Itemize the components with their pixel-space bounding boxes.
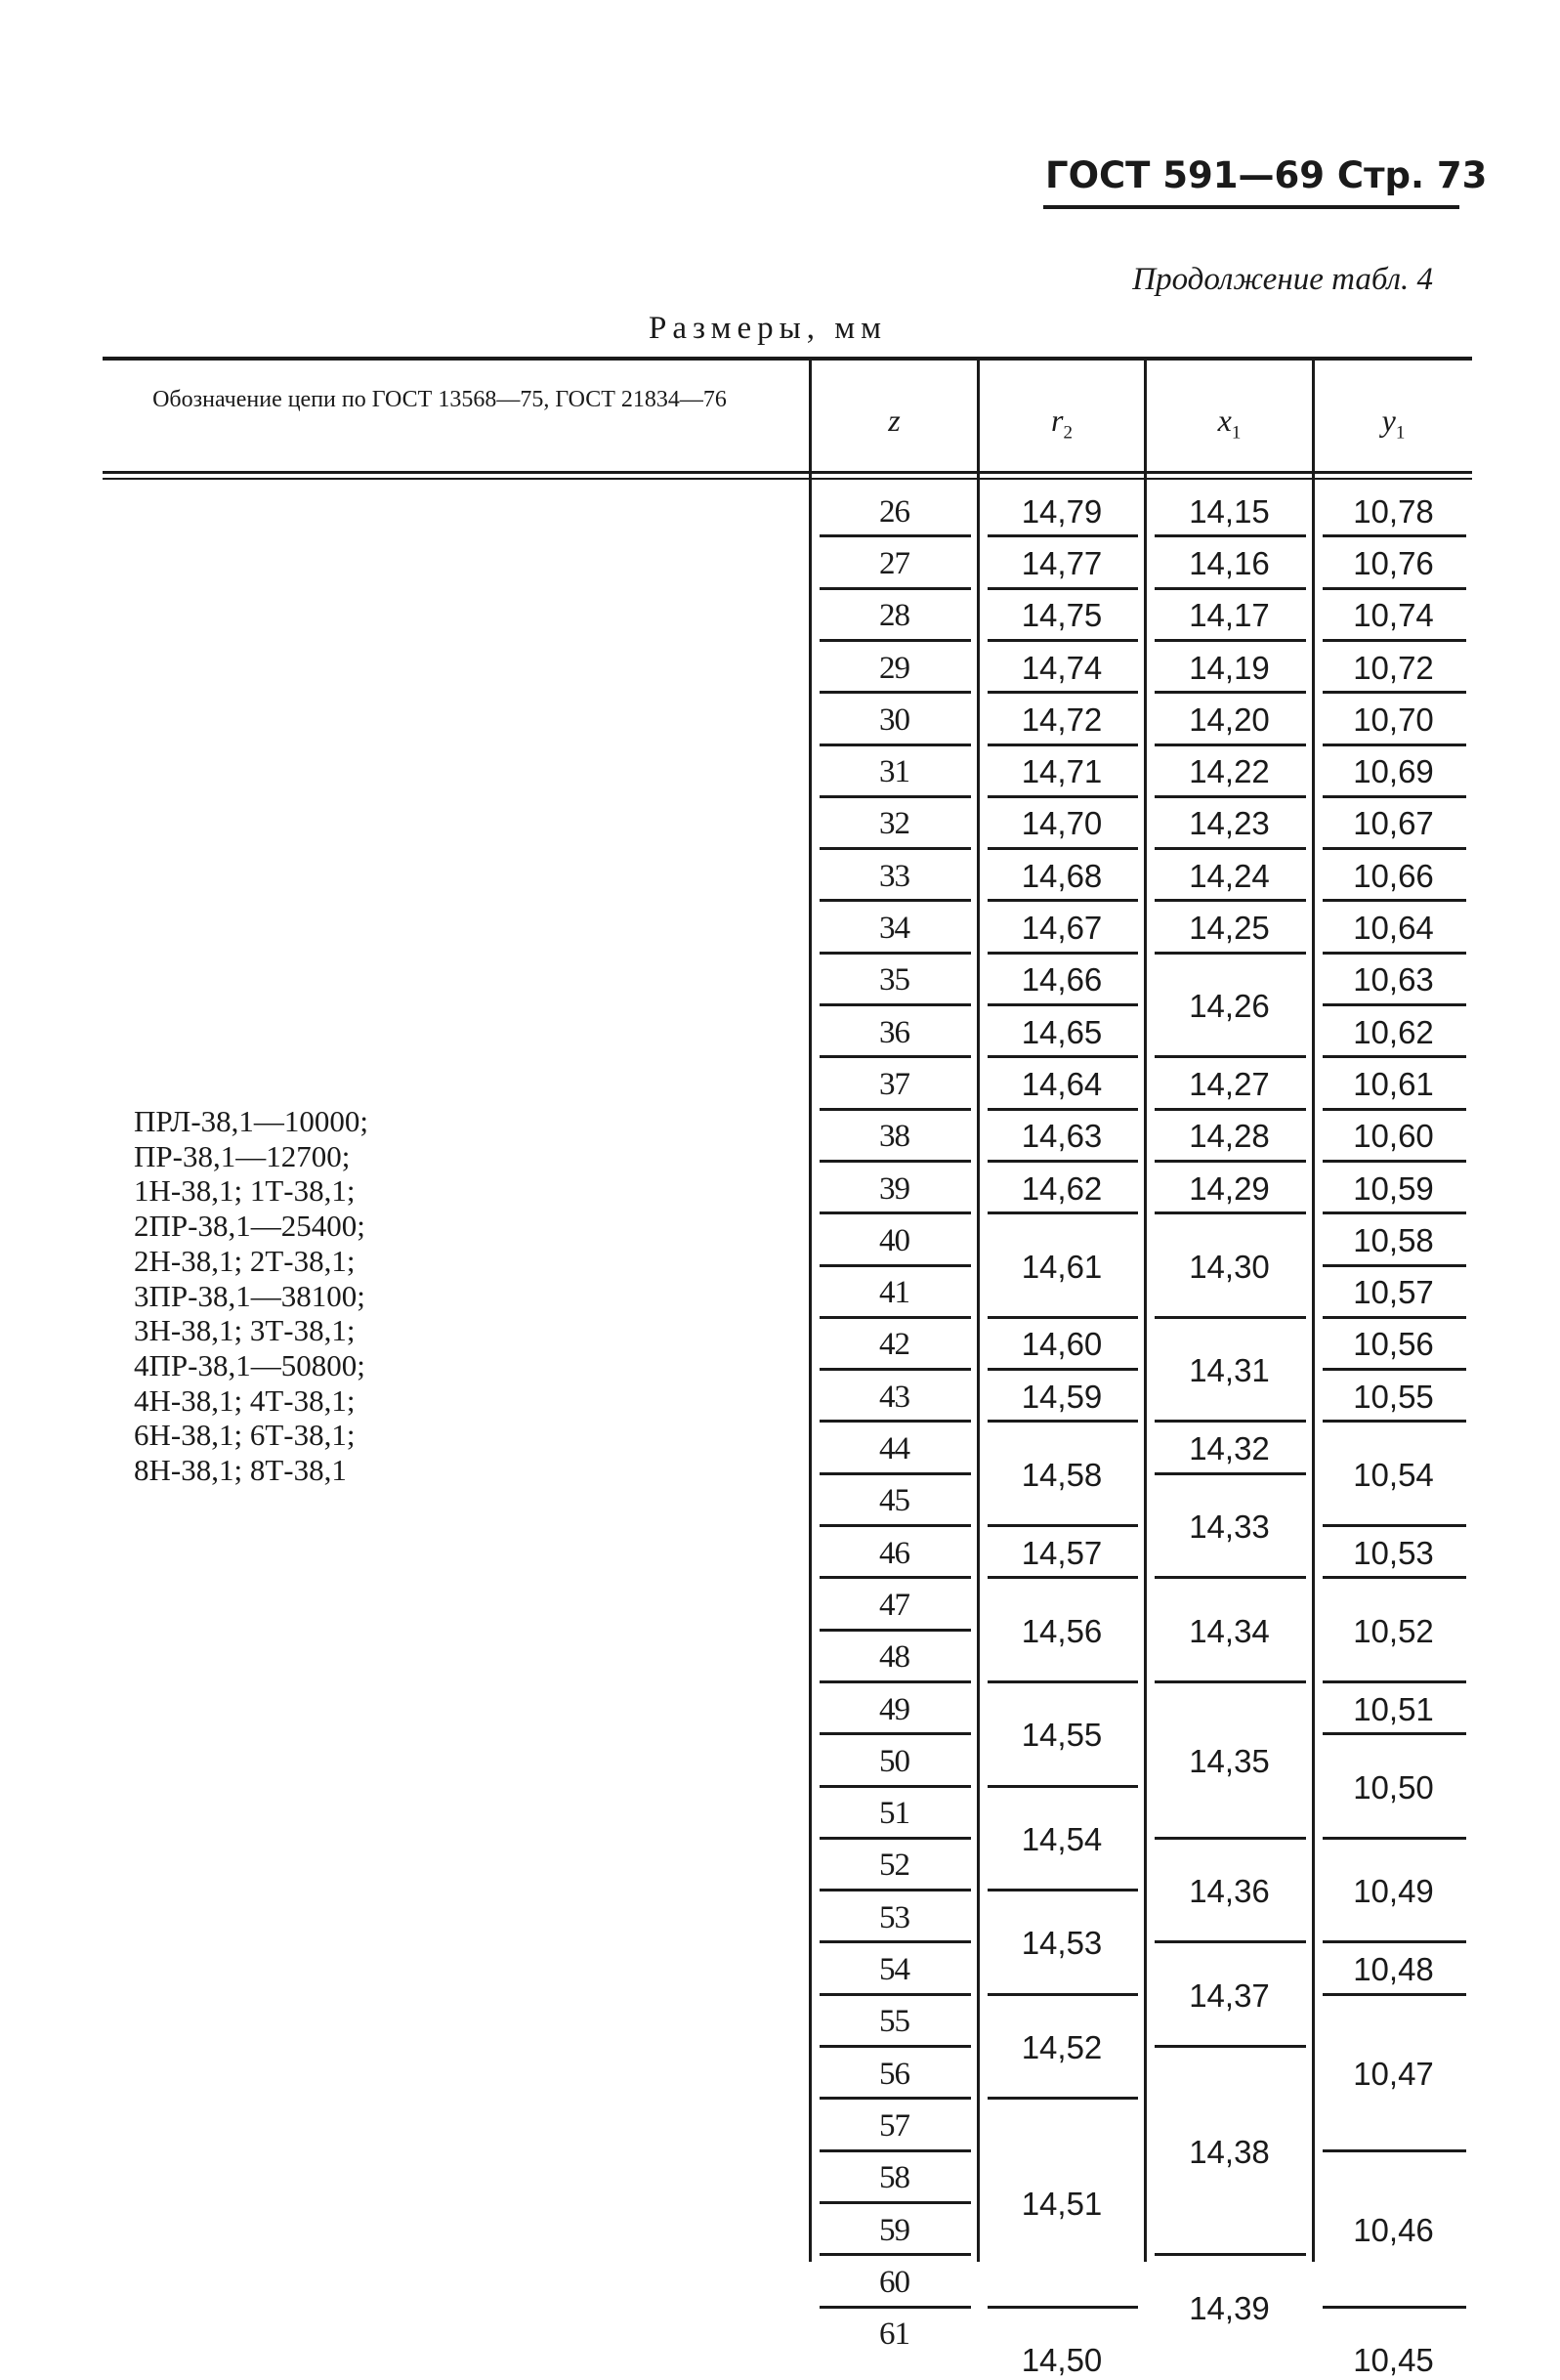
r2-cell: 14,66 <box>1021 961 1103 999</box>
z-cell: 55 <box>879 2004 909 2040</box>
r2-row-rule <box>988 534 1138 537</box>
z-row-rule <box>820 795 971 798</box>
y1-cell: 10,60 <box>1353 1118 1434 1155</box>
y1-row-rule <box>1323 1055 1466 1058</box>
y1-row-rule <box>1323 1837 1466 1840</box>
z-cell: 43 <box>879 1379 909 1415</box>
r2-cell: 14,71 <box>1021 753 1103 790</box>
r2-cell: 14,51 <box>1021 2185 1103 2222</box>
y1-cell: 10,70 <box>1353 701 1434 738</box>
chain-designation: 3ПР-38,1—38100; <box>134 1278 365 1313</box>
x1-row-rule <box>1155 899 1306 902</box>
z-row-rule <box>820 744 971 746</box>
header-r2-subscript: 2 <box>1063 422 1073 444</box>
x1-cell: 14,29 <box>1189 1169 1270 1207</box>
y1-row-rule <box>1323 1420 1466 1423</box>
x1-row-rule <box>1155 1055 1306 1058</box>
chain-designation: 4Н-38,1; 4Т-38,1; <box>134 1382 356 1418</box>
z-row-rule <box>820 1524 971 1527</box>
z-row-rule <box>820 534 971 537</box>
y1-row-rule <box>1323 1316 1466 1319</box>
y1-cell: 10,58 <box>1353 1221 1434 1258</box>
r2-row-rule <box>988 2306 1138 2309</box>
z-row-rule <box>820 1160 971 1163</box>
r2-row-rule <box>988 691 1138 694</box>
x1-cell: 14,23 <box>1189 805 1270 842</box>
x1-cell: 14,25 <box>1189 910 1270 947</box>
y1-row-rule <box>1323 1732 1466 1735</box>
z-row-rule <box>820 1264 971 1267</box>
r2-cell: 14,56 <box>1021 1612 1103 1649</box>
z-row-rule <box>820 1108 971 1111</box>
r2-cell: 14,55 <box>1021 1717 1103 1754</box>
z-cell: 58 <box>879 2160 909 2196</box>
y1-cell: 10,55 <box>1353 1378 1434 1415</box>
r2-cell: 14,63 <box>1021 1118 1103 1155</box>
x1-row-rule <box>1155 1472 1306 1475</box>
y1-cell: 10,57 <box>1353 1274 1434 1311</box>
header-r2-label: r <box>1051 403 1064 438</box>
x1-cell: 14,22 <box>1189 753 1270 790</box>
y1-row-rule <box>1323 639 1466 642</box>
x1-row-rule <box>1155 952 1306 955</box>
z-row-rule <box>820 899 971 902</box>
y1-cell: 10,62 <box>1353 1013 1434 1050</box>
z-cell: 30 <box>879 701 909 738</box>
x1-row-rule <box>1155 1680 1306 1683</box>
z-cell: 35 <box>879 962 909 999</box>
y1-cell: 10,47 <box>1353 2055 1434 2092</box>
z-row-rule <box>820 1993 971 1996</box>
z-row-rule <box>820 587 971 590</box>
y1-cell: 10,46 <box>1353 2211 1434 2248</box>
r2-row-rule <box>988 1160 1138 1163</box>
x1-row-rule <box>1155 639 1306 642</box>
z-row-rule <box>820 2201 971 2204</box>
y1-row-rule <box>1323 847 1466 850</box>
dimensions-caption: Размеры, мм <box>649 311 888 346</box>
z-cell: 56 <box>879 2056 909 2092</box>
r2-cell: 14,54 <box>1021 1820 1103 1857</box>
z-row-rule <box>820 1889 971 1891</box>
z-cell: 33 <box>879 858 909 894</box>
y1-cell: 10,76 <box>1353 544 1434 581</box>
r2-row-rule <box>988 1993 1138 1996</box>
x1-row-rule <box>1155 1940 1306 1943</box>
z-cell: 46 <box>879 1535 909 1571</box>
z-cell: 51 <box>879 1796 909 1832</box>
r2-cell: 14,74 <box>1021 649 1103 686</box>
chain-designation: 2Н-38,1; 2Т-38,1; <box>134 1243 356 1278</box>
y1-row-rule <box>1323 587 1466 590</box>
r2-cell: 14,50 <box>1021 2341 1103 2378</box>
r2-cell: 14,67 <box>1021 910 1103 947</box>
y1-cell: 10,69 <box>1353 753 1434 790</box>
z-cell: 47 <box>879 1587 909 1623</box>
r2-cell: 14,59 <box>1021 1378 1103 1415</box>
r2-cell: 14,57 <box>1021 1534 1103 1571</box>
z-cell: 31 <box>879 754 909 790</box>
x1-cell: 14,24 <box>1189 857 1270 894</box>
x1-cell: 14,16 <box>1189 544 1270 581</box>
z-cell: 52 <box>879 1848 909 1884</box>
x1-row-rule <box>1155 587 1306 590</box>
x1-cell: 14,26 <box>1189 988 1270 1024</box>
r2-row-rule <box>988 1368 1138 1371</box>
y1-row-rule <box>1323 2306 1466 2309</box>
x1-row-rule <box>1155 795 1306 798</box>
y1-row-rule <box>1323 1576 1466 1579</box>
r2-cell: 14,75 <box>1021 597 1103 634</box>
y1-row-rule <box>1323 1940 1466 1943</box>
z-row-rule <box>820 1472 971 1475</box>
chain-designation: 4ПР-38,1—50800; <box>134 1347 365 1382</box>
x1-cell: 14,32 <box>1189 1430 1270 1467</box>
x1-cell: 14,15 <box>1189 492 1270 530</box>
z-row-rule <box>820 1680 971 1683</box>
z-row-rule <box>820 1629 971 1632</box>
x1-cell: 14,35 <box>1189 1742 1270 1779</box>
x1-row-rule <box>1155 1576 1306 1579</box>
z-row-rule <box>820 2097 971 2100</box>
z-row-rule <box>820 1576 971 1579</box>
x1-cell: 14,17 <box>1189 597 1270 634</box>
y1-row-rule <box>1323 1003 1466 1006</box>
x1-cell: 14,31 <box>1189 1352 1270 1389</box>
y1-cell: 10,74 <box>1353 597 1434 634</box>
z-row-rule <box>820 1420 971 1423</box>
y1-row-rule <box>1323 2149 1466 2152</box>
y1-cell: 10,56 <box>1353 1326 1434 1363</box>
y1-cell: 10,50 <box>1353 1768 1434 1806</box>
y1-row-rule <box>1323 795 1466 798</box>
x1-cell: 14,38 <box>1189 2133 1270 2170</box>
y1-cell: 10,45 <box>1353 2341 1434 2378</box>
x1-row-rule <box>1155 1108 1306 1111</box>
y1-row-rule <box>1323 1368 1466 1371</box>
z-row-rule <box>820 1003 971 1006</box>
r2-cell: 14,79 <box>1021 492 1103 530</box>
z-row-rule <box>820 691 971 694</box>
r2-row-rule <box>988 1316 1138 1319</box>
r2-row-rule <box>988 639 1138 642</box>
y1-cell: 10,49 <box>1353 1873 1434 1910</box>
z-row-rule <box>820 2149 971 2152</box>
z-cell: 61 <box>879 2316 909 2353</box>
y1-cell: 10,48 <box>1353 1951 1434 1988</box>
z-row-rule <box>820 952 971 955</box>
header-chain-designation: Обозначение цепи по ГОСТ 13568—75, ГОСТ 21834—76 <box>152 387 727 412</box>
x1-cell: 14,28 <box>1189 1118 1270 1155</box>
y1-cell: 10,61 <box>1353 1065 1434 1102</box>
x1-row-rule <box>1155 744 1306 746</box>
chain-designation: 3Н-38,1; 3Т-38,1; <box>134 1313 356 1348</box>
y1-row-rule <box>1323 1108 1466 1111</box>
z-cell: 28 <box>879 598 909 634</box>
y1-cell: 10,67 <box>1353 805 1434 842</box>
r2-row-rule <box>988 587 1138 590</box>
z-cell: 42 <box>879 1327 909 1363</box>
z-row-rule <box>820 1940 971 1943</box>
r2-row-rule <box>988 1003 1138 1006</box>
y1-cell: 10,53 <box>1353 1534 1434 1571</box>
z-row-rule <box>820 847 971 850</box>
z-cell: 54 <box>879 1952 909 1988</box>
z-cell: 36 <box>879 1014 909 1050</box>
r2-row-rule <box>988 2097 1138 2100</box>
chain-designation: ПР-38,1—12700; <box>134 1138 351 1173</box>
x1-cell: 14,37 <box>1189 1976 1270 2014</box>
r2-row-rule <box>988 1420 1138 1423</box>
y1-cell: 10,52 <box>1353 1612 1434 1649</box>
x1-row-rule <box>1155 534 1306 537</box>
x1-row-rule <box>1155 691 1306 694</box>
z-row-rule <box>820 2045 971 2048</box>
x1-cell: 14,19 <box>1189 649 1270 686</box>
r2-row-rule <box>988 847 1138 850</box>
r2-cell: 14,72 <box>1021 701 1103 738</box>
chain-designation: 6Н-38,1; 6Т-38,1; <box>134 1418 356 1453</box>
chain-designation: 2ПР-38,1—25400; <box>134 1209 365 1244</box>
header-y1-subscript: 1 <box>1395 422 1406 444</box>
y1-cell: 10,59 <box>1353 1169 1434 1207</box>
z-row-rule <box>820 1211 971 1214</box>
r2-cell: 14,62 <box>1021 1169 1103 1207</box>
r2-cell: 14,77 <box>1021 544 1103 581</box>
z-cell: 38 <box>879 1119 909 1155</box>
z-cell: 57 <box>879 2107 909 2144</box>
table-continuation-note: Продолжение табл. 4 <box>1132 262 1433 297</box>
x1-row-rule <box>1155 2253 1306 2256</box>
z-cell: 32 <box>879 806 909 842</box>
x1-cell: 14,34 <box>1189 1612 1270 1649</box>
x1-row-rule <box>1155 1420 1306 1423</box>
z-row-rule <box>820 2253 971 2256</box>
y1-row-rule <box>1323 534 1466 537</box>
z-cell: 41 <box>879 1275 909 1311</box>
r2-cell: 14,68 <box>1021 857 1103 894</box>
r2-row-rule <box>988 1680 1138 1683</box>
y1-cell: 10,64 <box>1353 910 1434 947</box>
header-z-label: z <box>888 403 901 438</box>
z-cell: 45 <box>879 1483 909 1519</box>
z-cell: 53 <box>879 1899 909 1935</box>
z-cell: 40 <box>879 1222 909 1258</box>
x1-cell: 14,36 <box>1189 1873 1270 1910</box>
r2-cell: 14,61 <box>1021 1248 1103 1285</box>
y1-row-rule <box>1323 899 1466 902</box>
r2-row-rule <box>988 1889 1138 1891</box>
z-cell: 50 <box>879 1743 909 1779</box>
z-cell: 60 <box>879 2264 909 2300</box>
z-cell: 29 <box>879 650 909 686</box>
y1-row-rule <box>1323 1264 1466 1267</box>
z-row-rule <box>820 2306 971 2309</box>
y1-row-rule <box>1323 1680 1466 1683</box>
r2-row-rule <box>988 1108 1138 1111</box>
y1-cell: 10,66 <box>1353 857 1434 894</box>
chain-designation: 8Н-38,1; 8Т-38,1 <box>134 1453 347 1488</box>
z-cell: 37 <box>879 1066 909 1102</box>
y1-row-rule <box>1323 952 1466 955</box>
x1-row-rule <box>1155 1211 1306 1214</box>
r2-cell: 14,64 <box>1021 1065 1103 1102</box>
z-cell: 49 <box>879 1691 909 1727</box>
x1-row-rule <box>1155 1837 1306 1840</box>
header-x1-subscript: 1 <box>1231 422 1242 444</box>
r2-row-rule <box>988 1524 1138 1527</box>
x1-row-rule <box>1155 2045 1306 2048</box>
x1-cell: 14,20 <box>1189 701 1270 738</box>
z-cell: 39 <box>879 1170 909 1207</box>
r2-cell: 14,52 <box>1021 2029 1103 2065</box>
y1-cell: 10,54 <box>1353 1456 1434 1493</box>
z-cell: 59 <box>879 2212 909 2248</box>
r2-row-rule <box>988 1785 1138 1788</box>
z-row-rule <box>820 639 971 642</box>
y1-row-rule <box>1323 744 1466 746</box>
r2-row-rule <box>988 1576 1138 1579</box>
x1-row-rule <box>1155 1160 1306 1163</box>
r2-row-rule <box>988 952 1138 955</box>
y1-cell: 10,63 <box>1353 961 1434 999</box>
x1-cell: 14,33 <box>1189 1509 1270 1545</box>
y1-row-rule <box>1323 1211 1466 1214</box>
chain-designation: ПРЛ-38,1—10000; <box>134 1104 369 1138</box>
y1-row-rule <box>1323 1993 1466 1996</box>
z-cell: 27 <box>879 545 909 581</box>
y1-cell: 10,78 <box>1353 492 1434 530</box>
z-row-rule <box>820 1368 971 1371</box>
r2-cell: 14,53 <box>1021 1925 1103 1962</box>
r2-cell: 14,70 <box>1021 805 1103 842</box>
z-row-rule <box>820 1732 971 1735</box>
r2-cell: 14,58 <box>1021 1456 1103 1493</box>
z-cell: 34 <box>879 911 909 947</box>
z-row-rule <box>820 1055 971 1058</box>
y1-row-rule <box>1323 1524 1466 1527</box>
r2-row-rule <box>988 1211 1138 1214</box>
x1-row-rule <box>1155 1316 1306 1319</box>
x1-cell: 14,39 <box>1189 2289 1270 2326</box>
page-header-title: ГОСТ 591—69 Стр. 73 <box>1045 154 1488 196</box>
z-cell: 26 <box>879 493 909 530</box>
y1-cell: 10,72 <box>1353 649 1434 686</box>
r2-row-rule <box>988 795 1138 798</box>
z-row-rule <box>820 1785 971 1788</box>
y1-cell: 10,51 <box>1353 1690 1434 1727</box>
z-cell: 48 <box>879 1639 909 1676</box>
z-cell: 44 <box>879 1431 909 1467</box>
x1-cell: 14,27 <box>1189 1065 1270 1102</box>
chain-designation: 1Н-38,1; 1Т-38,1; <box>134 1173 356 1209</box>
r2-cell: 14,60 <box>1021 1326 1103 1363</box>
x1-cell: 14,30 <box>1189 1248 1270 1285</box>
header-x1-label: x <box>1217 403 1232 438</box>
y1-row-rule <box>1323 691 1466 694</box>
header-y1-label: y <box>1381 403 1396 438</box>
r2-cell: 14,65 <box>1021 1013 1103 1050</box>
z-row-rule <box>820 1837 971 1840</box>
y1-row-rule <box>1323 1160 1466 1163</box>
r2-row-rule <box>988 744 1138 746</box>
r2-row-rule <box>988 1055 1138 1058</box>
x1-row-rule <box>1155 847 1306 850</box>
z-row-rule <box>820 1316 971 1319</box>
r2-row-rule <box>988 899 1138 902</box>
